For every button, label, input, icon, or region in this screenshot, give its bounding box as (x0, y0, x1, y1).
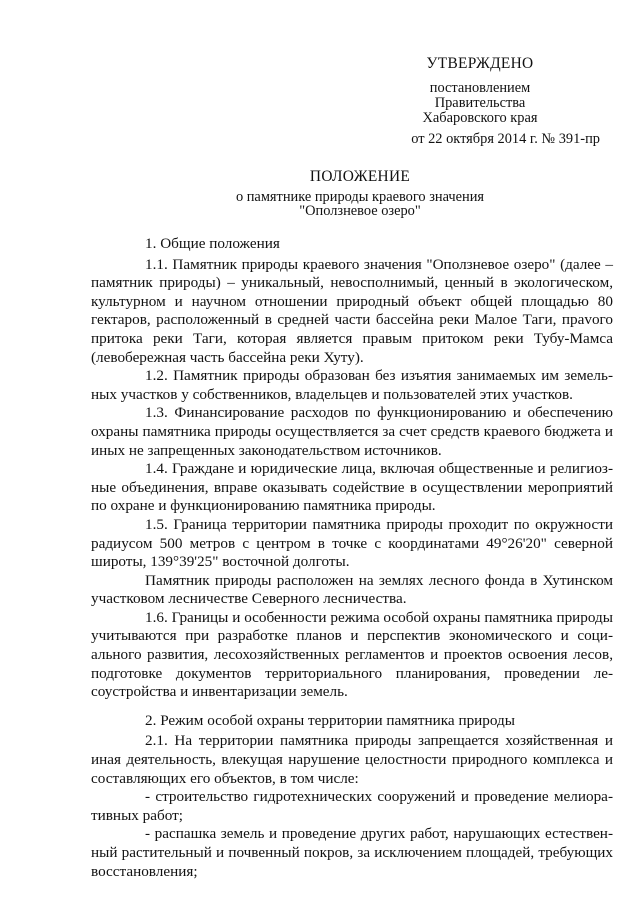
document-subtitle-1: о памятнике природы краевого значения (235, 189, 485, 205)
document-body (91, 233, 613, 881)
approval-heading: УТВЕРЖДЕНО (426, 55, 534, 72)
document-subtitle-2: "Оползневое озеро" (299, 203, 421, 219)
paragraph-1-4: 1.4. Граждане и юридические лица, включая общественные и религиозные объединения, вправе оказывать содействие в осуществлении мероприятий по охране и функционированию памятника природы. (91, 460, 613, 515)
paragraph-1-6: 1.6. Границы и особенности режима особой охраны памятника природы учитываются при разработке планов и перспектив экономического и социального развития, лесохозяйственных регламентов и проектов освоения лесов, подготовке документов территориального планирования, проведении лесоустройства и инвентаризации земель. (91, 608, 613, 701)
approval-decree: от 22 октября 2014 г. № 391-пр (411, 131, 600, 147)
section-heading-2: 2. Режим особой охраны территории памятника природы (145, 711, 515, 729)
document-title-block (200, 170, 520, 218)
paragraph-1-5: 1.5. Граница территории памятника природы проходит по окружности радиусом 500 метров с центром в точке с координатами 49°26'20" северной широты, 139°39'25" восточной долготы. (91, 515, 613, 571)
section-heading-1: 1. Общие положения (145, 235, 280, 252)
paragraph-1-2: 1.2. Памятник природы образован без изъятия занимаемых им земельных участков у собственников, владельцев и пользователей этих участков. (91, 367, 613, 403)
paragraph-2-1-item-a: - строительство гидротехнических сооружений и проведение мелиоративных работ; (91, 788, 613, 824)
approval-line-3: Хабаровского края (422, 110, 538, 126)
paragraph-2-1-item-b: - распашка земель и проведение других работ, нарушающих естественный растительный и почвенный покров, за исключением площадей, требующих восстановления; (91, 825, 613, 880)
paragraph-2-1: 2.1. На территории памятника природы запрещается хозяйственная и иная деятельность, влекущая нарушение целостности природного комплекса и составляющих его объектов, в том числе: (91, 732, 613, 787)
approval-stamp (360, 56, 600, 147)
paragraph-1-5-location: Памятник природы расположен на землях лесного фонда в Хутинском участковом лесничестве Северного лесничества. (91, 571, 613, 608)
paragraph-1-1: 1.1. Памятник природы краевого значения "Оползневое озеро" (далее – памятник природы) – уникальный, невосполнимый, ценный в экологическом, культурном и научном отношении природный объект общей площадью 80 гектаров, расположенный в средней части бассейна реки Малое Таги, праvого притока реки Таги, которая является правым притоком реки Тубу-Мамса (левобережная часть бассейна реки Хуту). (91, 255, 613, 366)
document-title: ПОЛОЖЕНИЕ (309, 168, 411, 185)
approval-line-2: Правительства (434, 95, 526, 111)
approval-line-1: постановлением (429, 80, 531, 96)
paragraph-1-3: 1.3. Финансирование расходов по функционированию и обеспечению охраны памятника природы осуществляется за счет средств краевого бюджета и иных не запрещенных законодательством источников. (91, 404, 613, 459)
